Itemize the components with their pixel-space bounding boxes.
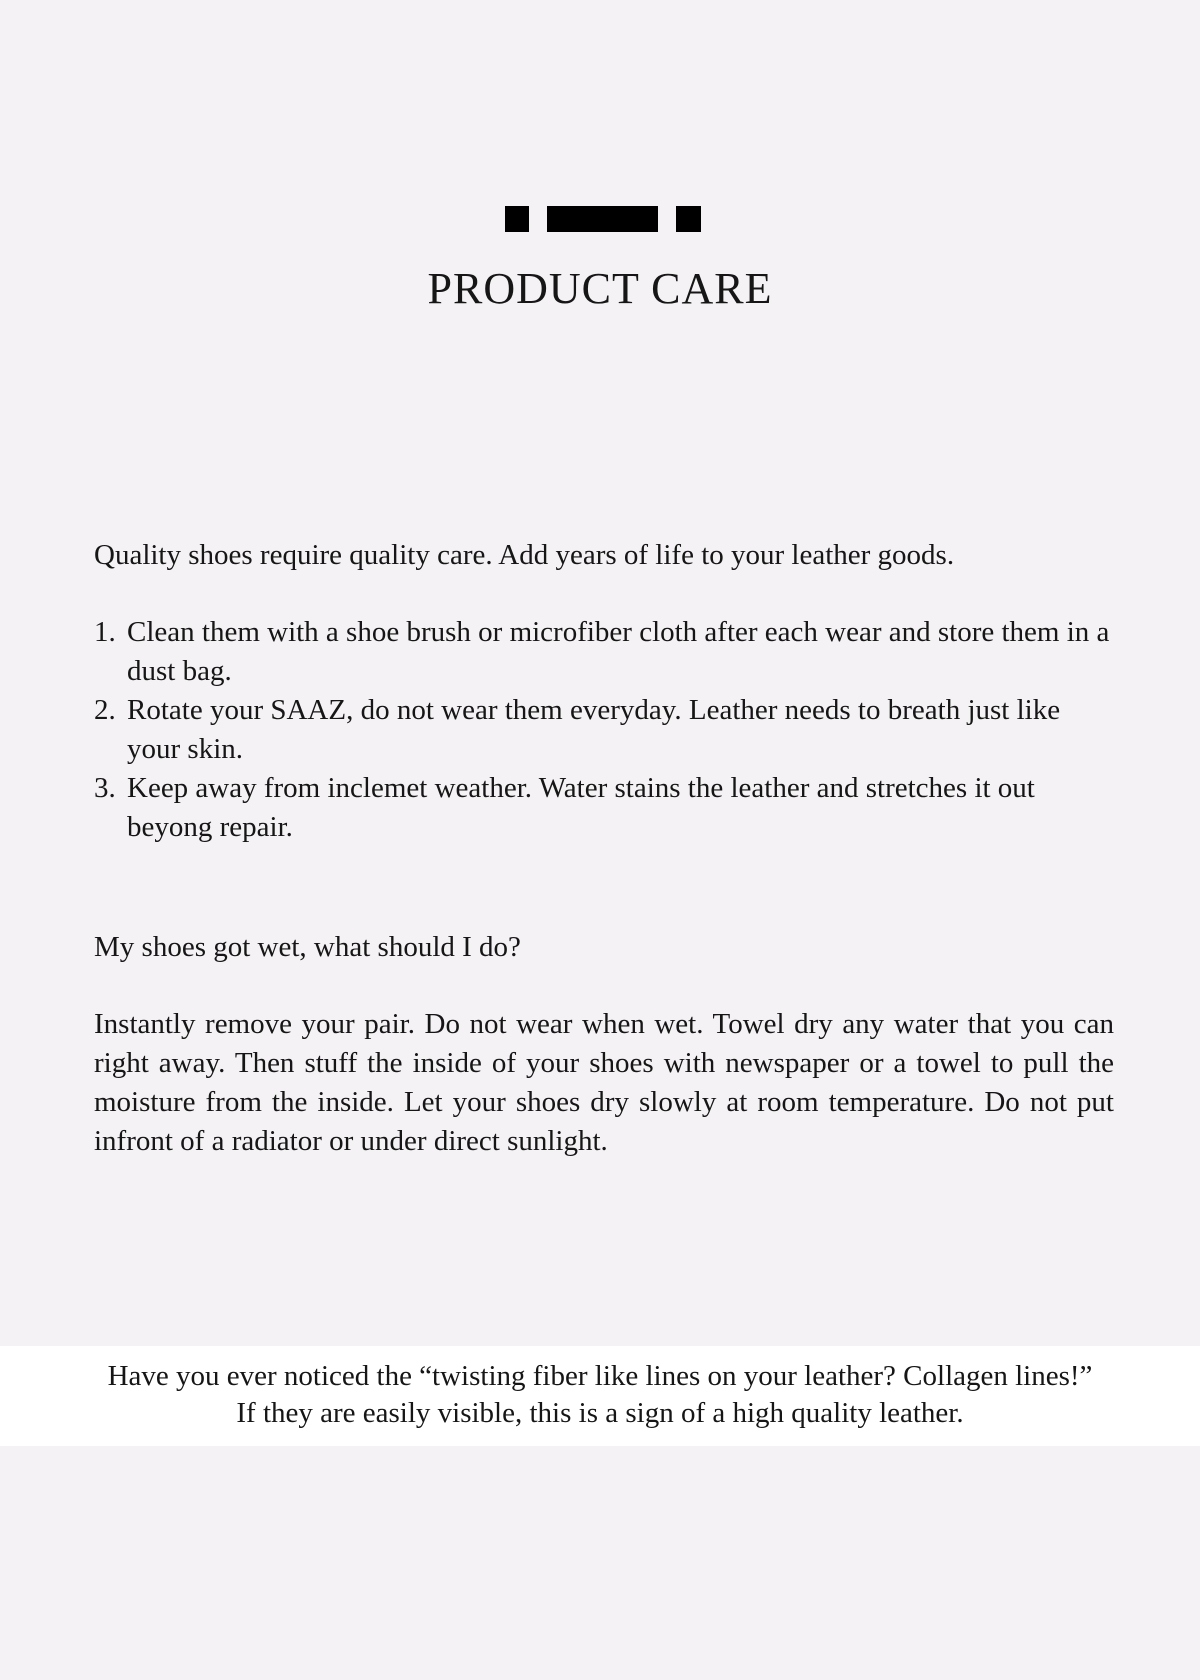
- care-step-text: Rotate your SAAZ, do not wear them everyday. Leather needs to breath just like your skin.: [127, 694, 1061, 765]
- logo-block-wide-center: [547, 206, 658, 232]
- care-step: [94, 769, 1114, 847]
- care-step-number: 3.: [94, 772, 116, 804]
- care-step: [94, 691, 1114, 769]
- care-step: [94, 613, 1114, 691]
- care-content: [94, 536, 1114, 1161]
- faq-answer: Instantly remove your pair. Do not wear when wet. Towel dry any water that you can right away. Then stuff the inside of your shoes with newspaper or a towel to pull the moisture from the inside. Let your shoes dry slowly at room temperature. Do not put infront of a radiator or under direct sunlight.: [94, 1008, 1114, 1157]
- collagen-note-line-2: If they are easily visible, this is a sign of a high quality leather.: [236, 1397, 964, 1429]
- care-step-text: Clean them with a shoe brush or microfiber cloth after each wear and store them in a dust bag.: [127, 616, 1110, 687]
- care-step-number: 2.: [94, 694, 116, 726]
- faq-question: My shoes got wet, what should I do?: [94, 931, 521, 963]
- care-step-text: Keep away from inclemet weather. Water stains the leather and stretches it out beyong repair.: [127, 772, 1035, 843]
- brand-logo: [505, 206, 701, 232]
- collagen-note-banner: [0, 1346, 1200, 1446]
- logo-block-small-left: [505, 206, 529, 232]
- care-steps-list: [94, 613, 1114, 847]
- care-step-number: 1.: [94, 616, 116, 648]
- page-title: PRODUCT CARE: [427, 264, 773, 313]
- collagen-note-line-1: Have you ever noticed the “twisting fiber like lines on your leather? Collagen lines!”: [107, 1360, 1093, 1392]
- intro-text: Quality shoes require quality care. Add years of life to your leather goods.: [94, 539, 955, 571]
- logo-block-small-right: [676, 206, 701, 232]
